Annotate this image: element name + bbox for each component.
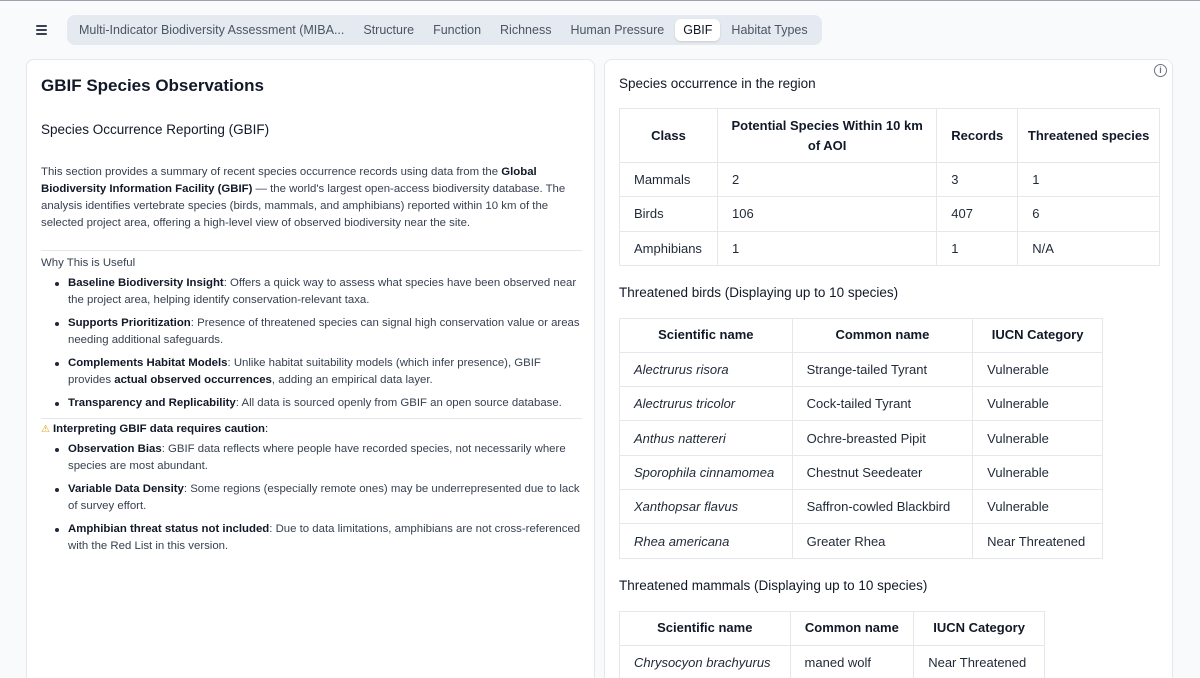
column-header: Common name (790, 611, 914, 645)
list-item: Supports Prioritization: Presence of threatened species can signal high conservation value or areas needing additional safeguards. (54, 315, 582, 349)
table-cell: Vulnerable (973, 387, 1103, 421)
caution-heading: ⚠ Interpreting GBIF data requires caution: (41, 423, 269, 435)
tab-habitat-types[interactable]: Habitat Types (731, 23, 808, 37)
menu-icon[interactable] (36, 24, 48, 36)
table-cell: 3 (937, 163, 1018, 197)
gbif-description-panel (26, 59, 595, 678)
table-cell: Alectrurus risora (620, 352, 793, 386)
tab-gbif[interactable]: GBIF (675, 19, 720, 41)
table-cell: maned wolf (790, 645, 914, 678)
column-header: Scientific name (620, 318, 793, 352)
table-cell: 2 (717, 163, 936, 197)
table-cell: Chrysocyon brachyurus (620, 645, 791, 678)
occurrence-table (619, 108, 1160, 266)
table-row (620, 197, 1160, 231)
table-cell: Xanthopsar flavus (620, 490, 793, 524)
table-row (620, 455, 1103, 489)
table-cell: Sporophila cinnamomea (620, 455, 793, 489)
table-row (620, 387, 1103, 421)
table-cell: Amphibians (620, 231, 718, 265)
table-cell: 1 (937, 231, 1018, 265)
section-subtitle: Species Occurrence Reporting (GBIF) (41, 122, 270, 137)
table-cell: 1 (717, 231, 936, 265)
tab-structure[interactable]: Structure (363, 23, 415, 37)
list-item: Complements Habitat Models: Unlike habitat suitability models (which infer presence), GBIF provides actual observed occurrences, adding an empirical data layer. (54, 355, 582, 389)
table-cell: Cock-tailed Tyrant (792, 387, 973, 421)
table-header-row (620, 318, 1103, 352)
list-item: Amphibian threat status not included: Due to data limitations, amphibians are not cross-referenced with the Red List in this version. (54, 521, 582, 555)
intro-paragraph: This section provides a summary of recent species occurrence records using data from the Global Biodiversity Information Facility (GBIF) — the world's largest open-access biodiversity database. The analysis identifies vertebrate species (birds, mammals, and amphibians) reported within 10 km of the selected project area, offering a high-level view of observed biodiversity near the site. (41, 166, 566, 229)
threatened-birds-table (619, 318, 1103, 559)
table-row (620, 490, 1103, 524)
threatened-mammals-table (619, 611, 1045, 678)
list-item: Variable Data Density: Some regions (especially remote ones) may be underrepresented due to lack of survey effort. (54, 481, 582, 515)
column-header: IUCN Category (914, 611, 1045, 645)
threatened-mammals-heading: Threatened mammals (Displaying up to 10 species) (619, 577, 928, 593)
list-item: Baseline Biodiversity Insight: Offers a quick way to assess what species have been observed near the project area, helping identify conservation-relevant taxa. (54, 275, 582, 309)
table-row (620, 352, 1103, 386)
table-cell: Vulnerable (973, 490, 1103, 524)
tab-human-pressure[interactable]: Human Pressure (570, 23, 665, 37)
table-cell: Near Threatened (973, 524, 1103, 558)
info-icon[interactable]: i (1154, 64, 1167, 77)
column-header: Class (620, 109, 718, 163)
warning-icon: ⚠ (41, 424, 50, 435)
table-cell: 1 (1018, 163, 1160, 197)
gbif-results-panel (604, 59, 1173, 678)
table-cell: Vulnerable (973, 455, 1103, 489)
table-header-row (620, 109, 1160, 163)
table-cell: Greater Rhea (792, 524, 973, 558)
column-header: Threatened species (1018, 109, 1160, 163)
table-cell: 6 (1018, 197, 1160, 231)
table-cell: Strange-tailed Tyrant (792, 352, 973, 386)
column-header: Common name (792, 318, 973, 352)
table-cell: Birds (620, 197, 718, 231)
table-row (620, 524, 1103, 558)
table-cell: Near Threatened (914, 645, 1045, 678)
why-useful-heading: Why This is Useful (41, 257, 136, 269)
tab-bar (67, 15, 822, 45)
table-cell: Rhea americana (620, 524, 793, 558)
panel-title: GBIF Species Observations (41, 76, 264, 95)
tab-richness[interactable]: Richness (500, 23, 552, 37)
threatened-birds-heading: Threatened birds (Displaying up to 10 species) (619, 284, 899, 300)
benefits-list (41, 275, 580, 412)
table-row (620, 421, 1103, 455)
table-header-row (620, 611, 1045, 645)
table-row (620, 231, 1160, 265)
table-cell: Saffron-cowled Blackbird (792, 490, 973, 524)
list-item: Transparency and Replicability: All data is sourced openly from GBIF an open source database. (54, 395, 582, 412)
column-header: Records (937, 109, 1018, 163)
table-cell: Mammals (620, 163, 718, 197)
top-bar (0, 1, 1200, 59)
table-cell: Vulnerable (973, 421, 1103, 455)
column-header: Potential Species Within 10 km of AOI (717, 109, 936, 163)
table-cell: N/A (1018, 231, 1160, 265)
table-cell: Alectrurus tricolor (620, 387, 793, 421)
column-header: Scientific name (620, 611, 791, 645)
table-cell: 106 (717, 197, 936, 231)
caution-list (41, 441, 580, 555)
tab-miba[interactable]: Multi-Indicator Biodiversity Assessment (MIBA... (79, 23, 345, 37)
table-row (620, 645, 1045, 678)
divider (41, 250, 582, 251)
column-header: IUCN Category (973, 318, 1103, 352)
table-cell: Ochre-breasted Pipit (792, 421, 973, 455)
table-cell: Anthus nattereri (620, 421, 793, 455)
table-cell: Chestnut Seedeater (792, 455, 973, 489)
table-cell: 407 (937, 197, 1018, 231)
list-item: Observation Bias: GBIF data reflects where people have recorded species, not necessarily where species are most abundant. (54, 441, 582, 475)
tab-function[interactable]: Function (433, 23, 482, 37)
table-cell: Vulnerable (973, 352, 1103, 386)
divider (41, 418, 582, 419)
occurrence-heading: Species occurrence in the region (619, 76, 816, 91)
table-row (620, 163, 1160, 197)
